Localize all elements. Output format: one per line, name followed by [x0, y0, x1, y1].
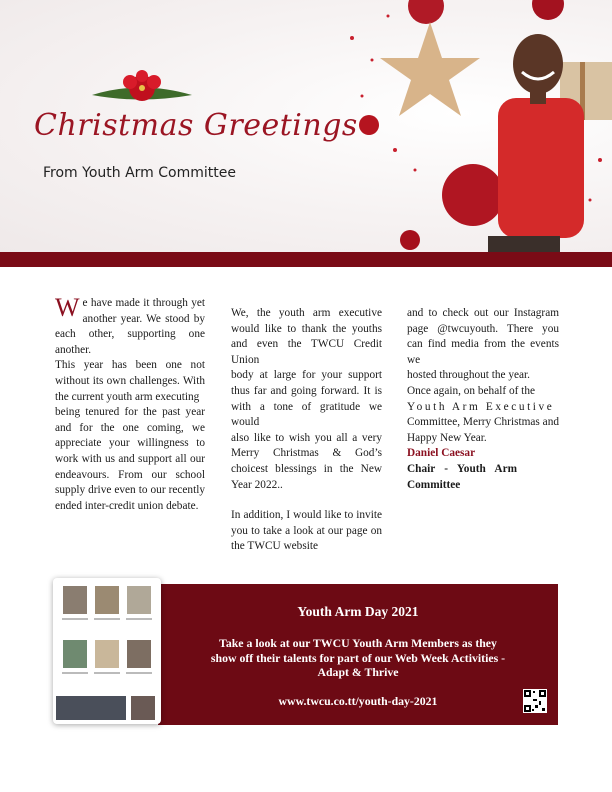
- letter-paragraph: e have made it through yet another year. We stood by each other, supporting one another.: [55, 297, 205, 356]
- page-title: Christmas Greetings: [34, 108, 358, 143]
- letter-column-2: [231, 306, 382, 555]
- letter-paragraph: being tenured for the past year and for the one coming, we appreciate your willingness to work with us and support all our endeavours. From our school supply drive even to our recently ended inter-credit union debate.: [55, 406, 205, 512]
- closing-line: Once again, on behalf of the: [407, 384, 535, 397]
- letter-column-3: [407, 306, 559, 493]
- letter-column-1: [55, 293, 205, 514]
- poinsettia-decoration: [92, 70, 192, 101]
- drop-cap: W: [55, 293, 80, 322]
- youth-day-promo: [158, 584, 558, 725]
- promo-heading: Youth Arm Day 2021: [297, 604, 419, 619]
- video-tile: [131, 696, 155, 720]
- video-tile: [127, 640, 151, 668]
- signature-name: Daniel Caesar: [407, 447, 476, 460]
- video-tile: [95, 640, 119, 668]
- qr-code-icon[interactable]: [523, 689, 547, 713]
- letter-paragraph: hosted throughout the year.: [407, 369, 530, 382]
- ornament-top-right: [532, 0, 564, 20]
- closing-committee: Youth Arm Executive: [407, 400, 555, 413]
- video-gallery-thumbnail[interactable]: [53, 578, 161, 724]
- header-divider-band: [0, 252, 612, 267]
- video-tile: [127, 586, 151, 614]
- video-tile: [56, 696, 126, 720]
- letter-paragraph: We, the youth arm executive would like to thank the youths and even the TWCU Credit Union: [231, 307, 382, 366]
- video-tile: [95, 586, 119, 614]
- ornament-large: [442, 164, 504, 226]
- header-banner: [0, 0, 612, 252]
- letter-paragraph: and to check out our Instagram page @twcuyouth. There you can find media from the events we: [407, 307, 559, 366]
- promo-body: Take a look at our TWCU Youth Arm Members as they show off their talents for part of our Web Week Activities - Adapt & Thrive: [210, 636, 506, 679]
- star-ornament: [380, 22, 480, 116]
- video-tile: [63, 640, 87, 668]
- letter-paragraph: also like to wish you all a very Merry Christmas & God’s choicest blessings in the New Year 2022..: [231, 431, 382, 491]
- letter-paragraph: body at large for your support thus far and going forward. It is with a tone of gratitude we would: [231, 369, 382, 429]
- page-subtitle: From Youth Arm Committee: [43, 165, 236, 181]
- ornament-bottom: [400, 230, 420, 250]
- promo-url-link[interactable]: www.twcu.co.tt/youth-day-2021: [278, 693, 438, 708]
- signature-role: Chair - Youth Arm Committee: [407, 462, 517, 491]
- closing-wishes: Committee, Merry Christmas and Happy New Year.: [407, 416, 559, 444]
- video-tile: [63, 586, 87, 614]
- letter-paragraph: In addition, I would like to invite you to take a look at our page on the TWCU website: [231, 509, 382, 553]
- letter-paragraph: This year has been one not without its own challenges. With the current youth arm executing: [55, 359, 205, 403]
- ornament-top: [408, 0, 444, 24]
- ornament-small: [359, 115, 379, 135]
